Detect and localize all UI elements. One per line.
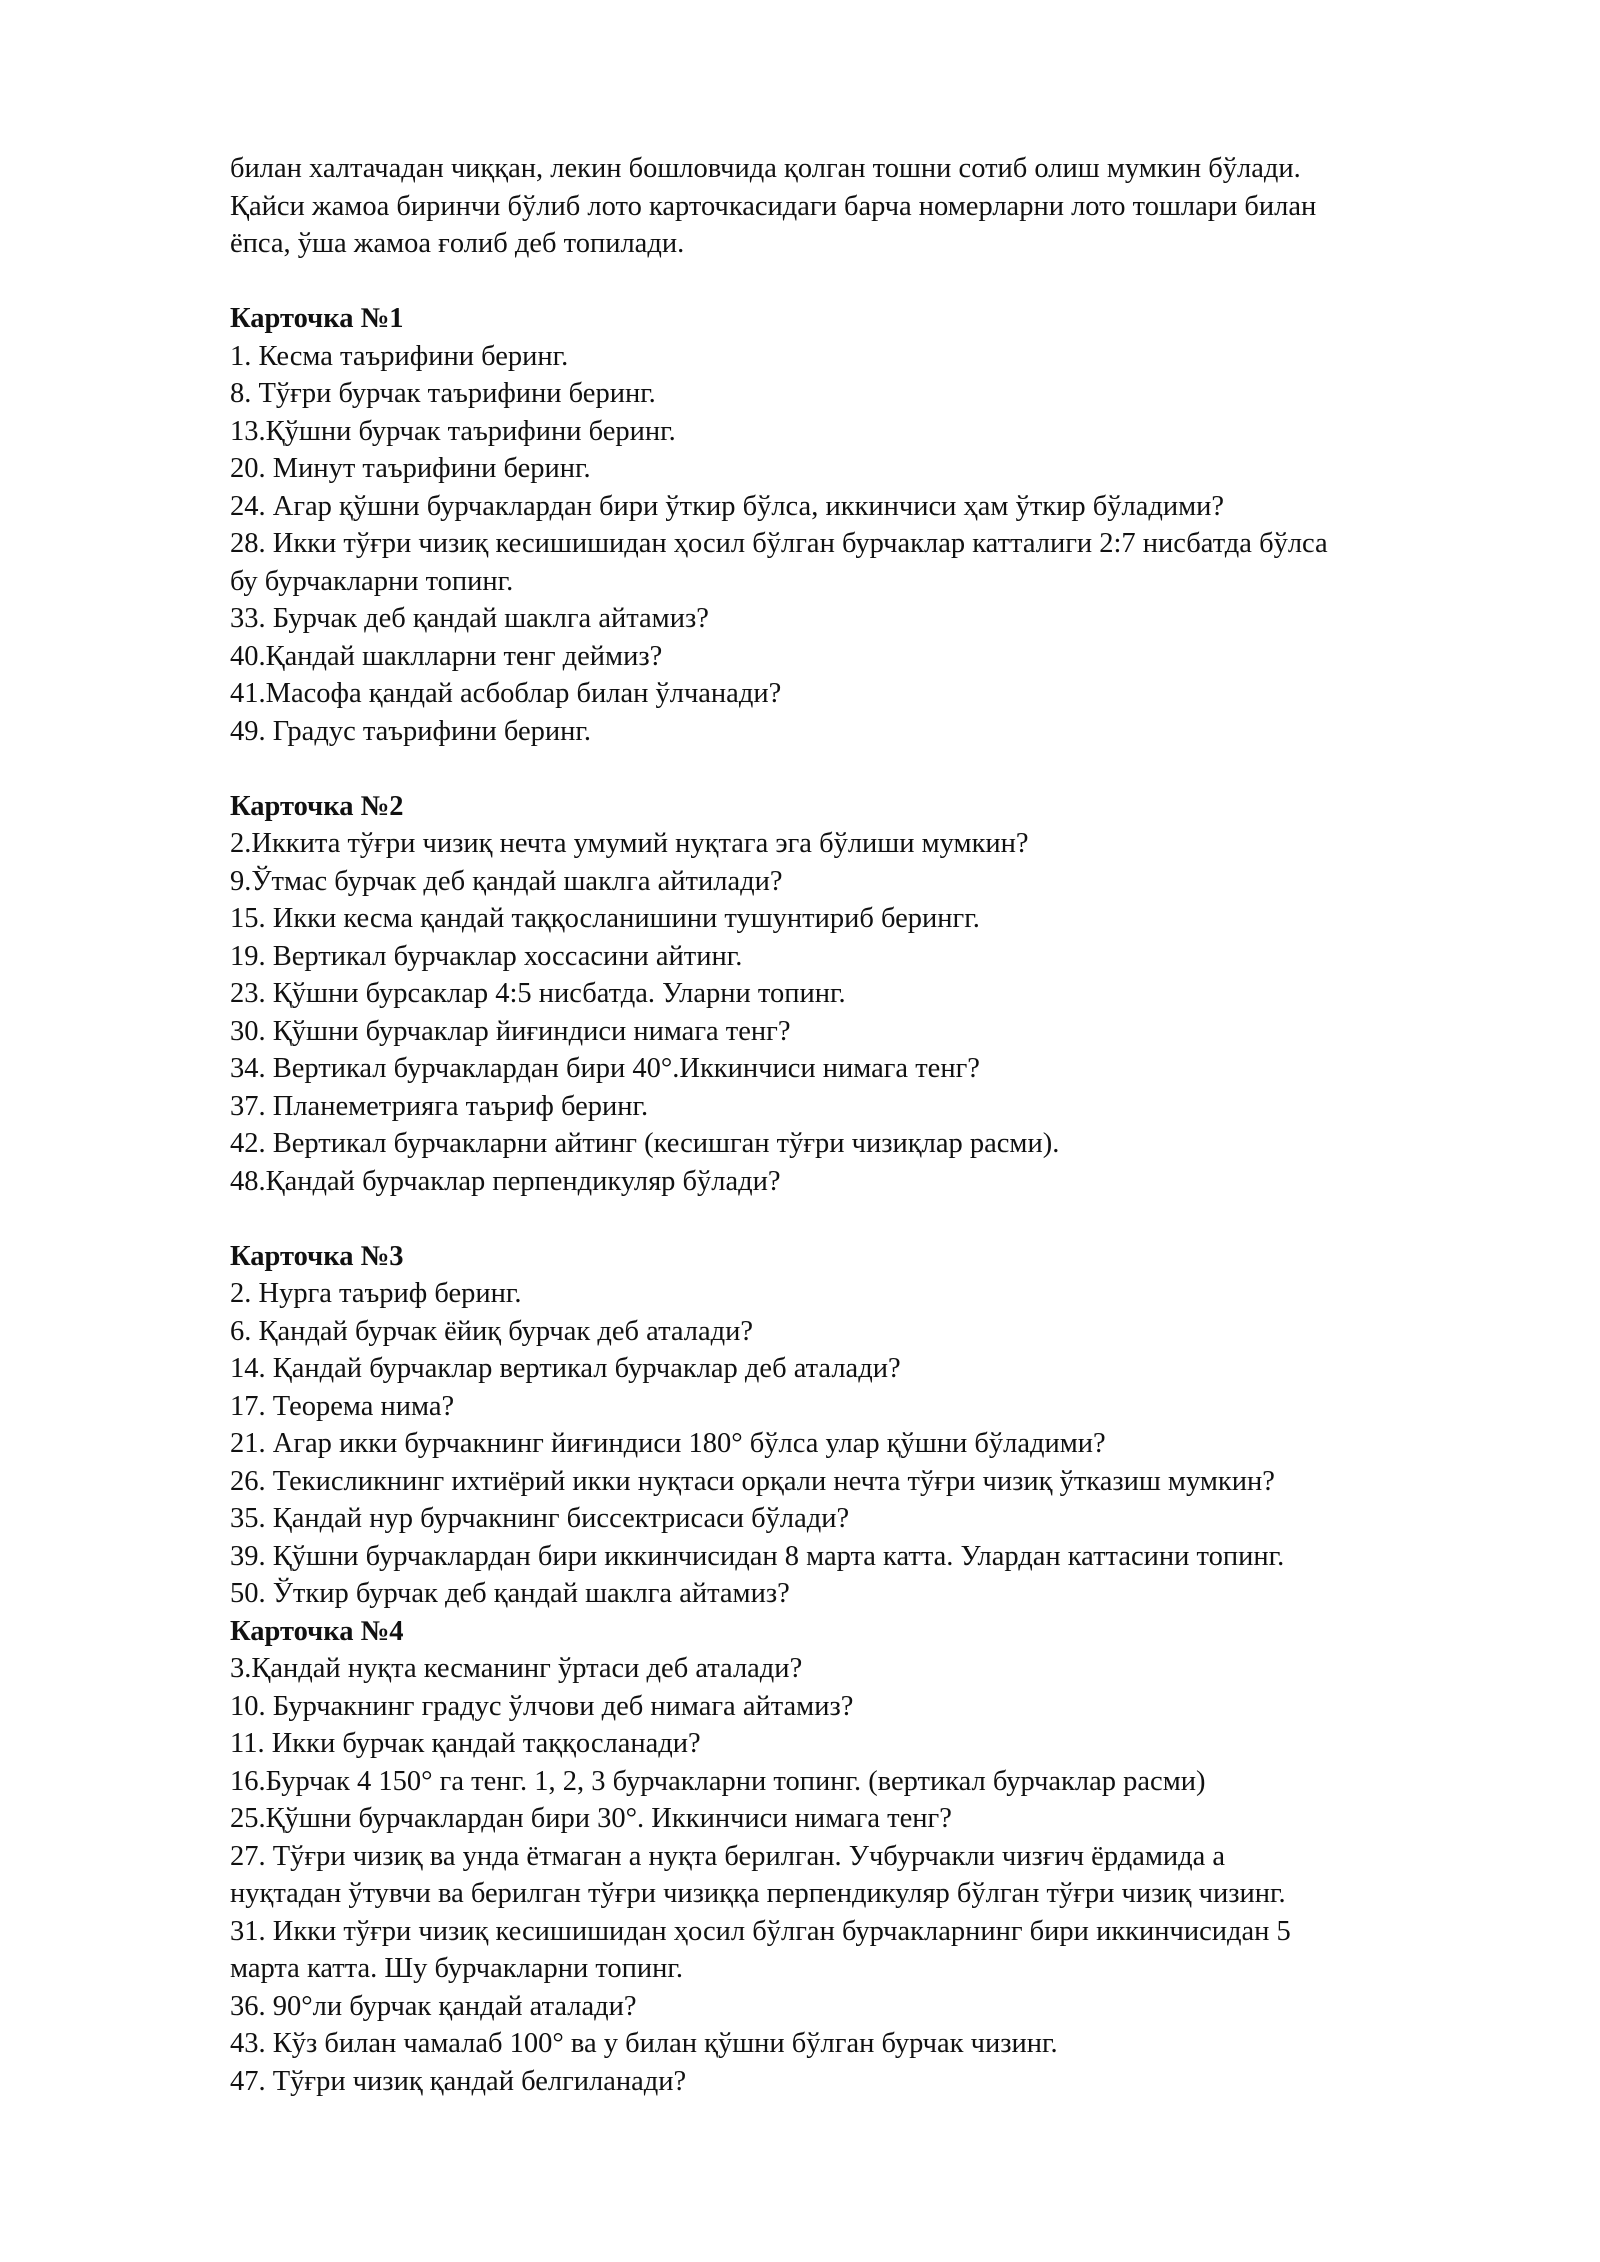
question-item: 19. Вертикал бурчаклар хоссасини айтинг. [230,940,743,972]
document-page [230,150,1530,2100]
card-title: Карточка №2 [230,790,404,822]
question-item: 9.Ўтмас бурчак деб қандай шаклга айтилади? [230,865,783,897]
question-item: 48.Қандай бурчаклар перпендикуляр бўлади? [230,1165,781,1197]
question-item: 3.Қандай нуқта кесманинг ўртаси деб аталади? [230,1653,803,1684]
question-item: нуқтадан ўтувчи ва берилган тўғри чизиққа перпендикуляр бўлган тўғри чизиқ чизинг. [230,1878,1286,1909]
question-item: 37. Планеметрияга таъриф беринг. [230,1090,649,1122]
question-item: 49. Градус таърифини беринг. [230,715,592,747]
card-4 [230,1613,1530,2101]
question-item: 50. Ўткир бурчак деб қандай шаклга айтамиз? [230,1578,790,1609]
question-item: 40.Қандай шаклларни тенг деймиз? [230,640,663,672]
question-item: 34. Вертикал бурчаклардан бири 40°.Иккинчиси нимага тенг? [230,1053,980,1084]
question-item: 15. Икки кесма қандай таққосланишини тушунтириб берингг. [230,903,980,934]
card-1 [230,300,1530,750]
card-2 [230,788,1530,1201]
question-item: 30. Қўшни бурчаклар йиғиндиси нимага тенг? [230,1015,791,1047]
question-item: 36. 90°ли бурчак қандай аталади? [230,1990,637,2022]
question-item: 43. Кўз билан чамалаб 100° ва у билан қўшни бўлган бурчак чизинг. [230,2028,1058,2059]
question-item: 2.Иккита тўғри чизиқ нечта умумий нуқтага эга бўлиши мумкин? [230,828,1029,859]
question-item: 35. Қандай нур бурчакнинг биссектрисаси бўлади? [230,1503,850,1534]
question-item: 8. Тўғри бурчак таърифини беринг. [230,378,656,409]
question-item: 13.Қўшни бурчак таърифини беринг. [230,415,676,447]
card-3 [230,1238,1530,1613]
question-item: 39. Қўшни бурчаклардан бири иккинчисидан 8 марта катта. Улардан каттасини топинг. [230,1540,1285,1572]
intro-line: Қайси жамоа биринчи бўлиб лото карточкасидаги барча номерларни лото тошлари билан [230,190,1317,222]
question-item: бу бурчакларни топинг. [230,565,514,597]
question-item: 47. Тўғри чизиқ қандай белгиланади? [230,2065,687,2097]
question-item: 1. Кесма таърифини беринг. [230,340,569,372]
question-item: 17. Теорема нима? [230,1390,455,1422]
question-item: 42. Вертикал бурчакларни айтинг (кесишган тўғри чизиқлар расми). [230,1128,1060,1159]
question-item: 23. Қўшни бурсаклар 4:5 нисбатда. Уларни топинг. [230,978,846,1009]
question-item: 27. Тўғри чизиқ ва унда ётмаган а нуқта берилган. Учбурчакли чизғич ёрдамида а [230,1840,1226,1872]
question-item: 25.Қўшни бурчаклардан бири 30°. Иккинчиси нимага тенг? [230,1803,952,1834]
question-item: 11. Икки бурчак қандай таққосланади? [230,1728,701,1759]
question-item: 26. Текисликнинг ихтиёрий икки нуқтаси орқали нечта тўғри чизиқ ўтказиш мумкин? [230,1465,1275,1497]
question-item: 41.Масофа қандай асбоблар билан ўлчанади? [230,678,782,709]
question-item: 2. Нурга таъриф беринг. [230,1278,522,1309]
question-item: 28. Икки тўғри чизиқ кесишишидан ҳосил бўлган бурчаклар катталиги 2:7 нисбатда бўлса [230,528,1328,559]
question-item: 6. Қандай бурчак ёйиқ бурчак деб аталади? [230,1315,754,1347]
intro-line: ёпса, ўша жамоа ғолиб деб топилади. [230,228,685,259]
question-item: 16.Бурчак 4 150° га тенг. 1, 2, 3 бурчакларни топинг. (вертикал бурчаклар расми) [230,1765,1206,1797]
question-item: 21. Агар икки бурчакнинг йиғиндиси 180° бўлса улар қўшни бўладими? [230,1428,1106,1459]
intro-line: билан халтачадан чиққан, лекин бошловчида қолган тошни сотиб олиш мумкин бўлади. [230,153,1301,184]
card-title: Карточка №3 [230,1240,404,1272]
question-item: 33. Бурчак деб қандай шаклга айтамиз? [230,603,709,634]
question-item: 31. Икки тўғри чизиқ кесишишидан ҳосил бўлган бурчакларнинг бири иккинчисидан 5 [230,1915,1291,1947]
intro-paragraph [230,150,1530,263]
card-title: Карточка №4 [230,1615,404,1647]
question-item: 10. Бурчакнинг градус ўлчови деб нимага айтамиз? [230,1690,854,1722]
question-item: марта катта. Шу бурчакларни топинг. [230,1953,684,1984]
question-item: 20. Минут таърифини беринг. [230,453,591,484]
question-item: 14. Қандай бурчаклар вертикал бурчаклар деб аталади? [230,1353,901,1384]
question-item: 24. Агар қўшни бурчаклардан бири ўткир бўлса, иккинчиси ҳам ўткир бўладими? [230,490,1225,522]
card-title: Карточка №1 [230,303,404,334]
